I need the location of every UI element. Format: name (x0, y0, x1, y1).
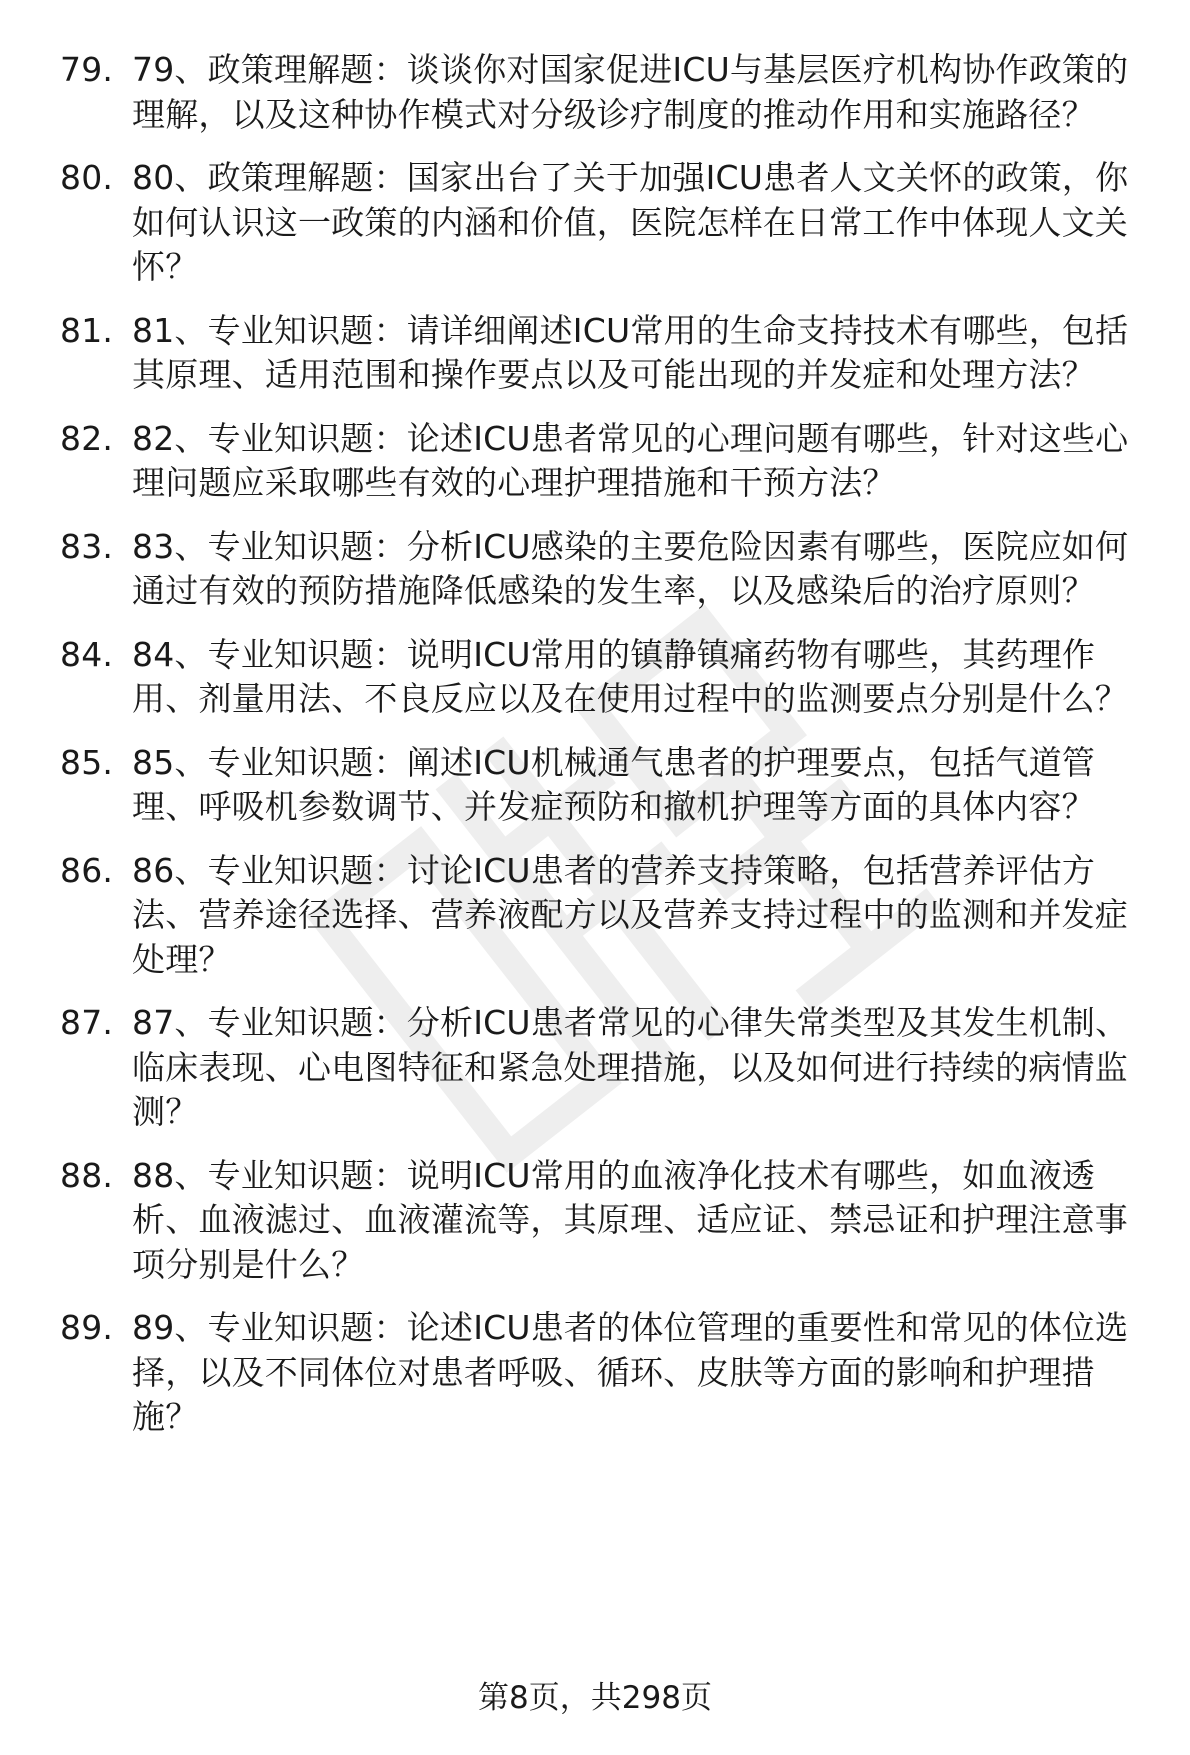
question-text: 89、专业知识题：论述ICU患者的体位管理的重要性和常见的体位选择，以及不同体位对患者呼吸、循环、皮肤等方面的影响和护理措施？ (132, 1308, 1129, 1436)
list-item (60, 1154, 1150, 1288)
question-text: 79、政策理解题：谈谈你对国家促进ICU与基层医疗机构协作政策的理解，以及这种协作模式对分级诊疗制度的推动作用和实施路径？ (132, 50, 1129, 134)
question-text: 82、专业知识题：论述ICU患者常见的心理问题有哪些，针对这些心理问题应采取哪些有效的心理护理措施和干预方法？ (132, 418, 1129, 502)
question-list (60, 48, 1150, 1459)
question-number: 88. (60, 1155, 114, 1195)
question-number: 79. (60, 50, 114, 89)
question-number: 81. (60, 310, 114, 350)
list-item (60, 741, 1150, 830)
list-item (60, 525, 1150, 614)
page-number-label: 第8页，共298页 (478, 1680, 712, 1716)
list-item (60, 1001, 1150, 1135)
question-text: 84、专业知识题：说明ICU常用的镇静镇痛药物有哪些，其药理作用、剂量用法、不良反应以及在使用过程中的监测要点分别是什么？ (132, 634, 1128, 718)
list-item (60, 156, 1150, 290)
list-item (60, 309, 1150, 398)
question-text: 81、专业知识题：请详细阐述ICU常用的生命支持技术有哪些，包括其原理、适用范围和操作要点以及可能出现的并发症和处理方法？ (132, 310, 1129, 394)
question-number: 85. (60, 742, 114, 782)
list-item (60, 1306, 1150, 1440)
question-number: 87. (60, 1003, 114, 1042)
page-footer (0, 1678, 1190, 1718)
list-item (60, 417, 1150, 506)
list-item (60, 633, 1150, 722)
list-item (60, 48, 1150, 137)
question-number: 83. (60, 526, 114, 566)
question-number: 89. (60, 1308, 114, 1347)
question-text: 88、专业知识题：说明ICU常用的血液净化技术有哪些，如血液透析、血液滤过、血液灌流等，其原理、适应证、禁忌证和护理注意事项分别是什么？ (132, 1155, 1128, 1284)
question-text: 87、专业知识题：分析ICU患者常见的心律失常类型及其发生机制、临床表现、心电图特征和紧急处理措施，以及如何进行持续的病情监测？ (132, 1003, 1129, 1131)
question-text: 83、专业知识题：分析ICU感染的主要危险因素有哪些，医院应如何通过有效的预防措施降低感染的发生率，以及感染后的治疗原则？ (132, 526, 1129, 610)
question-text: 86、专业知识题：讨论ICU患者的营养支持策略，包括营养评估方法、营养途径选择、营养液配方以及营养支持过程中的监测和并发症处理？ (132, 850, 1128, 979)
question-number: 84. (60, 634, 114, 674)
question-number: 80. (60, 158, 114, 197)
question-number: 82. (60, 418, 114, 458)
question-text: 80、政策理解题：国家出台了关于加强ICU患者人文关怀的政策，你如何认识这一政策的内涵和价值，医院怎样在日常工作中体现人文关怀？ (132, 158, 1129, 286)
question-text: 85、专业知识题：阐述ICU机械通气患者的护理要点，包括气道管理、呼吸机参数调节、并发症预防和撤机护理等方面的具体内容？ (132, 742, 1096, 826)
question-number: 86. (60, 850, 114, 890)
list-item (60, 849, 1150, 983)
